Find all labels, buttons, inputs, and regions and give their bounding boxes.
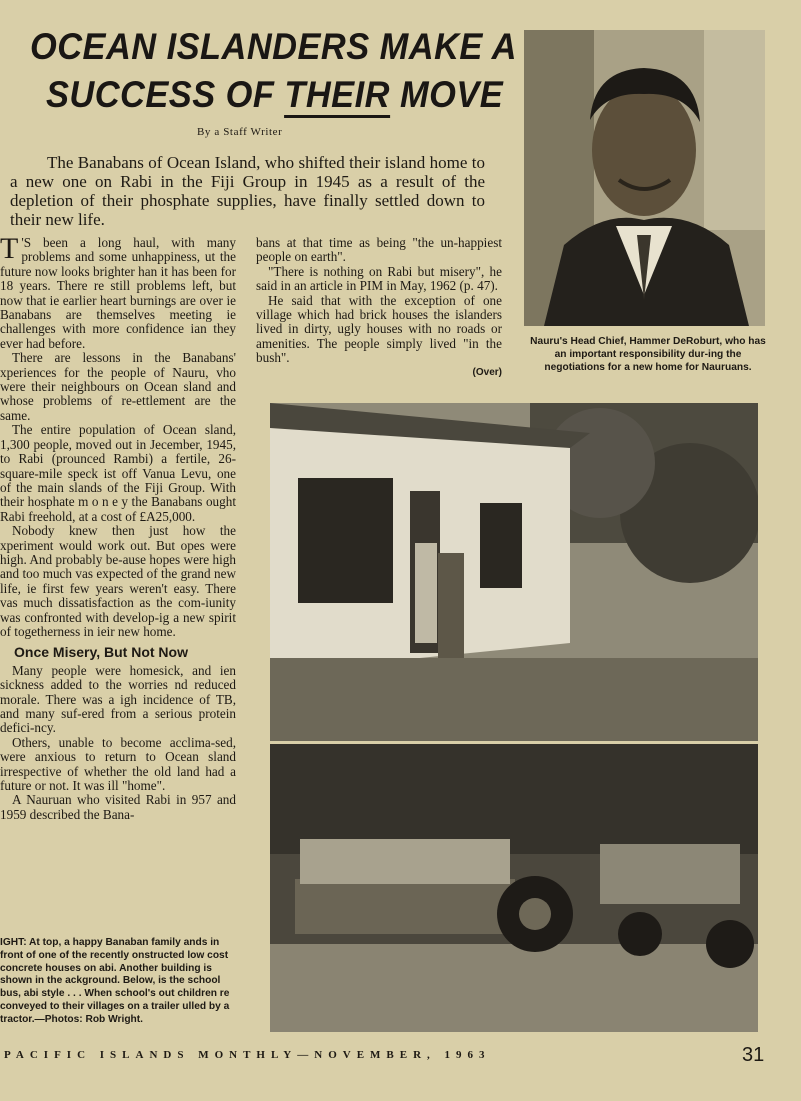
title-part: MOVE xyxy=(389,74,504,115)
paragraph: Others, unable to become acclima-sed, were anxious to return to Ocean sland irrespective of whether the old land had a future or not. It was ill "home". xyxy=(0,734,236,794)
tractor-photo xyxy=(270,744,758,1032)
article-title-line-1: OCEAN ISLANDERS MAKE A xyxy=(30,26,517,67)
portrait-photo xyxy=(524,30,765,326)
title-emphasis: THEIR xyxy=(284,74,390,118)
drop-cap: T xyxy=(0,236,19,265)
continued-marker: (Over) xyxy=(472,366,502,378)
photos-caption: IGHT: At top, a happy Banaban family ands in front of one of the recently onstructed low cost concrete houses on abi. Another building is shown in the ackground. Below, is the school bus, abi style . . . When school's out children re conveyed to their villages on a trailer ulled by a tractor.—Photos: Rob Wright. xyxy=(0,937,230,1025)
paragraph: There are lessons in the Banabans' xperiences for the people of Nauru, vho were their neighbours on Ocean sland and whose problems of re-ettlement are the same. xyxy=(0,350,236,423)
tractor-illustration xyxy=(270,744,758,1032)
paragraph: He said that with the exception of one village which had brick houses the islanders lived in dirty, ugly houses with no roads or amenities. The people simply lived "in the bush". xyxy=(256,292,502,366)
subheading: Once Misery, But Not Now xyxy=(14,644,188,661)
article-title-line-2 xyxy=(46,72,503,118)
paragraph: "There is nothing on Rabi but misery", he said in an article in PIM in May, 1962 (p. 47). xyxy=(256,263,502,294)
paragraph: 'S been a long haul, with many problems and some unhappiness, ut the future now looks brighter han it has been for 18 years. There re still problems left, but now that ie earlier heart burnings are over ie Banabans are themselves meeting ie challenges with more confidence ian they ever had before. xyxy=(0,236,236,351)
house-illustration xyxy=(270,403,758,741)
paragraph: Many people were homesick, and ien sickness added to the worries nd reduced morale. There was a igh incidence of TB, and many suf-ered from a serious protein defici-ncy. xyxy=(0,662,236,736)
paragraph: The entire population of Ocean sland, 1,300 people, moved out in Jecember, 1945, to Rabi (prounced Rambi) a fertile, 26-square-mile speck ist off Vanua Levu, one of the main slands of the Fiji Group. With their hosphate m o n e y the Banabans ought Rabi freehold, at a cost of £A25,000. xyxy=(0,422,236,524)
publication-footer: PACIFIC ISLANDS MONTHLY—NOVEMBER, 1963 xyxy=(4,1049,491,1061)
article-column-1 xyxy=(0,236,236,932)
title-part: SUCCESS OF xyxy=(46,74,285,115)
article-column-2 xyxy=(256,236,502,396)
house-photo xyxy=(270,403,758,741)
page-number: 31 xyxy=(742,1044,765,1066)
paragraph: A Nauruan who visited Rabi in 957 and 1959 described the Bana- xyxy=(0,792,236,822)
paragraph: Nobody knew then just how the xperiment would work out. But opes were high. And probably be-ause hopes were high and too much vas expected of the grand new life, ie first few years weren't easy. There vas much dissatisfaction as the com-iunity was confronted with develop-ig a new spirit of togetherness in ieir new home. xyxy=(0,523,236,639)
portrait-illustration xyxy=(524,30,765,326)
byline: By a Staff Writer xyxy=(197,126,283,138)
paragraph: bans at that time as being "the un-happiest people on earth". xyxy=(256,236,502,265)
portrait-caption: Nauru's Head Chief, Hammer DeRoburt, who has an important responsibility dur-ing the negotiations for a new home for Nauruans. xyxy=(530,336,766,373)
intro-paragraph: The Banabans of Ocean Island, who shifted their island home to a new one on Rabi in the Fiji Group in 1945 as a result of the depletion of their phosphate supplies, have finally settled down to their new life. xyxy=(10,153,485,229)
